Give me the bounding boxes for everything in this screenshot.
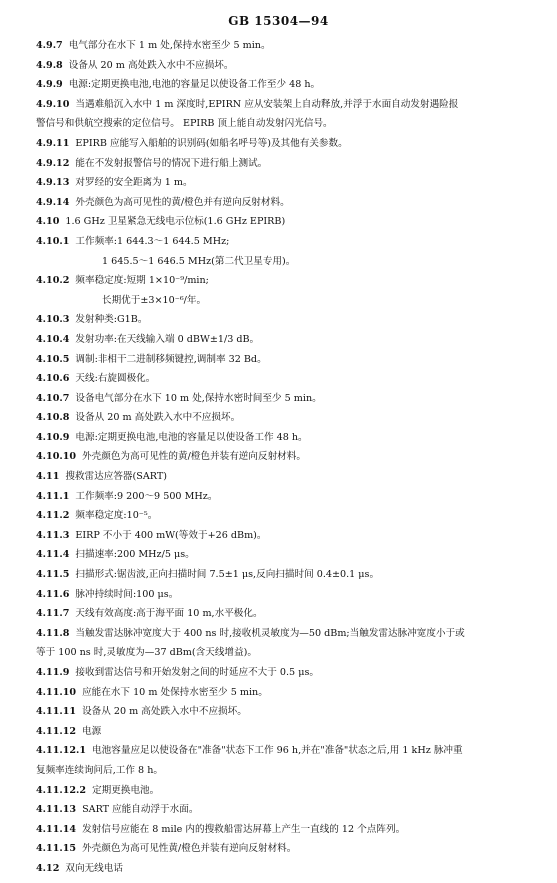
clause-text: 扫描形式:锯齿波,正向扫描时间 7.5±1 μs,反向扫描时间 0.4±0.1 μs。 (75, 569, 380, 581)
clause-text: 电源:定期更换电池,电池的容量足以使设备工作至少 48 h。 (68, 79, 321, 91)
text-line (36, 510, 536, 522)
text-line (36, 138, 536, 150)
clause-number: 4.11.13 (36, 804, 77, 816)
clause-text: EPIRB 应能写入船舶的识别码(如船名呼号等)及其他有关参数。 (75, 137, 348, 149)
clause-text: 外壳颜色为高可见性的黄/橙色并装有逆向反射材料。 (82, 451, 306, 463)
text-line (36, 843, 536, 855)
text-line (36, 334, 536, 346)
clause-number: 4.11.8 (36, 627, 70, 639)
text-line (36, 785, 536, 797)
clause-text: SART 应能自动浮于水面。 (82, 804, 199, 816)
text-line (36, 177, 536, 189)
text-line (36, 197, 536, 209)
clause-number: 4.10.10 (36, 451, 77, 463)
text-line (36, 118, 536, 130)
clause-text: 当触发雷达脉冲宽度大于 400 ns 时,接收机灵敏度为—50 dBm;当触发雷达脉冲宽度小于或 (75, 627, 465, 639)
text-line (36, 412, 536, 424)
text-line (36, 79, 536, 91)
clause-number: 4.9.7 (36, 40, 63, 51)
text-line (36, 589, 536, 601)
text-line (36, 804, 536, 816)
clause-text: 调制:非相干二进制移频键控,调制率 32 Bd。 (75, 353, 267, 365)
clause-number: 4.10.9 (36, 431, 70, 443)
clause-number: 4.11.9 (36, 667, 70, 678)
clause-text: 电气部分在水下 1 m 处,保持水密至少 5 min。 (68, 40, 271, 51)
clause-text: 脉冲持续时间:100 μs。 (75, 588, 179, 600)
text-line (36, 373, 536, 385)
clause-number: 4.11.12.1 (36, 745, 87, 757)
text-line (36, 628, 536, 640)
clause-number: 4.11.4 (36, 549, 70, 561)
clause-text: 设备从 20 m 高处跌入水中不应损坏。 (82, 706, 247, 718)
clause-text: 工作频率:9 200～9 500 MHz。 (75, 490, 218, 502)
clause-text: 扫描速率:200 MHz/5 μs。 (75, 549, 195, 561)
text-line (36, 549, 536, 561)
clause-number: 4.12 (36, 862, 60, 874)
clause-number: 4.11 (36, 471, 60, 483)
clause-number: 4.10.2 (36, 275, 70, 287)
clause-number: 4.11.1 (36, 490, 70, 502)
clause-text: 电池容量应足以使设备在"准备"状态下工作 96 h,并在"准备"状态之后,用 1 kHz 脉冲重 (92, 745, 463, 757)
clause-text: 频率稳定度:短期 1×10⁻⁹/min; (75, 275, 209, 287)
text-line (36, 99, 536, 111)
clause-text: 双向无线电话 (65, 862, 123, 874)
text-line (36, 765, 536, 777)
clause-number: 4.11.12 (36, 725, 77, 737)
clause-number: 4.9.8 (36, 59, 63, 71)
clause-text: 等于 100 ns 时,灵敏度为—37 dBm(含天线增益)。 (36, 647, 257, 659)
text-line (36, 569, 536, 581)
clause-text: 设备从 20 m 高处跌入水中不应损坏。 (68, 59, 234, 71)
clause-text: EIRP 不小于 400 mW(等效于+26 dBm)。 (75, 529, 267, 541)
text-line (36, 491, 536, 503)
clause-text: 对罗经的安全距离为 1 m。 (75, 177, 193, 189)
clause-number: 4.10.3 (36, 314, 70, 326)
clause-text: 设备从 20 m 高处跌入水中不应损坏。 (75, 412, 241, 424)
text-line (36, 158, 536, 170)
text-line (36, 295, 536, 307)
clause-text: 天线有效高度:高于海平面 10 m,水平极化。 (75, 608, 263, 620)
clause-text: 长期优于±3×10⁻⁶/年。 (102, 294, 207, 306)
clause-number: 4.11.15 (36, 843, 77, 855)
clause-text: 外壳颜色为高可见性的黄/橙色并有逆向反射材料。 (75, 196, 290, 208)
text-line (36, 726, 536, 738)
text-line (36, 236, 536, 248)
clause-number: 4.10.1 (36, 235, 70, 247)
clause-text: 发射功率:在天线输入端 0 dBW±1/3 dB。 (75, 333, 260, 345)
clause-number: 4.11.14 (36, 823, 77, 835)
text-line (36, 275, 536, 287)
clause-number: 4.11.2 (36, 510, 70, 522)
clause-number: 4.9.14 (36, 196, 70, 208)
text-line (36, 432, 536, 444)
clause-number: 4.10.8 (36, 412, 70, 424)
clause-number: 4.9.13 (36, 177, 70, 189)
text-line (36, 706, 536, 718)
text-line (36, 451, 536, 463)
clause-text: 工作频率:1 644.3～1 644.5 MHz; (75, 235, 230, 247)
text-line (36, 745, 536, 757)
clause-text: 外壳颜色为高可见性黄/橙色并装有逆向反射材料。 (82, 843, 297, 855)
clause-text: 警信号和供航空搜索的定位信号。 EPIRB 顶上能自动发射闪光信号。 (36, 118, 333, 130)
text-line (36, 216, 536, 228)
clause-number: 4.11.6 (36, 588, 70, 600)
clause-text: 定期更换电池。 (92, 784, 160, 796)
clause-number: 4.11.10 (36, 686, 77, 698)
clause-text: 发射种类:G1B。 (75, 314, 148, 326)
clause-text: 1 645.5～1 646.5 MHz(第二代卫星专用)。 (102, 255, 296, 267)
clause-number: 4.9.10 (36, 98, 70, 110)
clause-text: 当遇难船沉入水中 1 m 深度时,EPIRN 应从安装架上自动释放,并浮于水面自动发射遇险报 (75, 98, 459, 110)
clause-text: 应能在水下 10 m 处保持水密至少 5 min。 (82, 686, 268, 698)
clause-number: 4.11.5 (36, 569, 70, 581)
clause-text: 设备电气部分在水下 10 m 处,保持水密时间至少 5 min。 (75, 392, 322, 404)
clause-text: 电源 (82, 725, 102, 737)
clause-text: 复频率连续询问后,工作 8 h。 (36, 764, 163, 776)
text-line (36, 667, 536, 679)
text-line (36, 530, 536, 542)
text-line (36, 687, 536, 699)
clause-text: 接收到雷达信号和开始发射之间的时延应不大于 0.5 μs。 (75, 667, 319, 678)
clause-text: 频率稳定度:10⁻⁵。 (75, 510, 158, 522)
clause-number: 4.9.11 (36, 137, 70, 149)
text-line (36, 393, 536, 405)
clause-number: 4.11.11 (36, 706, 77, 718)
text-line (36, 647, 536, 659)
text-line (36, 354, 536, 366)
text-line (36, 60, 536, 72)
clause-number: 4.10.6 (36, 373, 70, 385)
text-line (36, 824, 536, 836)
document-body (36, 40, 536, 883)
clause-number: 4.9.9 (36, 79, 63, 91)
clause-number: 4.10 (36, 216, 60, 228)
clause-number: 4.11.3 (36, 529, 70, 541)
clause-text: 天线:右旋圆极化。 (75, 373, 156, 385)
text-line (36, 471, 536, 483)
clause-text: 1.6 GHz 卫星紧急无线电示位标(1.6 GHz EPIRB) (65, 216, 286, 228)
clause-text: 发射信号应能在 8 mile 内的搜救船雷达屏幕上产生一直线的 12 个点阵列。 (82, 823, 406, 835)
text-line (36, 863, 536, 875)
text-line (36, 608, 536, 620)
clause-number: 4.10.4 (36, 333, 70, 345)
text-line (36, 314, 536, 326)
clause-text: 电源:定期更换电池,电池的容量足以使设备工作 48 h。 (75, 431, 308, 443)
clause-text: 搜救雷达应答器(SART) (65, 471, 167, 483)
clause-number: 4.10.7 (36, 392, 70, 404)
clause-text: 能在不发射报警信号的情况下进行船上测试。 (75, 157, 268, 169)
text-line (36, 40, 536, 52)
clause-number: 4.10.5 (36, 353, 70, 365)
clause-number: 4.9.12 (36, 157, 70, 169)
clause-number: 4.11.12.2 (36, 784, 87, 796)
document-code-header: GB 15304—94 (228, 14, 329, 28)
clause-number: 4.11.7 (36, 608, 70, 620)
text-line (36, 256, 536, 268)
